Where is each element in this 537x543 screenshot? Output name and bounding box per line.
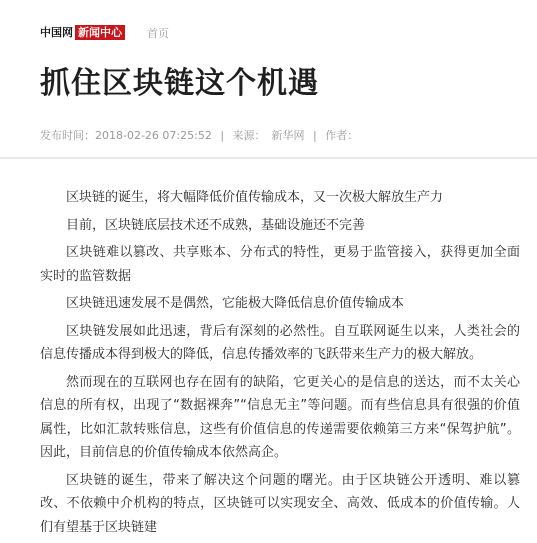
home-link[interactable]: 首页 — [147, 27, 169, 40]
article-paragraph: 区块链的诞生，带来了解决这个问题的曙光。由于区块链公开透明、难以篡改、不依赖中介机构的特点，区块链可以实现安全、高效、低成本的价值传输。人们有望基于区块链建 — [40, 472, 520, 535]
meta-separator: | — [220, 129, 225, 142]
article-paragraph: 区块链的诞生，将大幅降低价值传输成本，又一次极大解放生产力 — [66, 190, 444, 205]
article-body — [40, 186, 520, 543]
source-name: 新华网 — [271, 129, 305, 142]
meta-separator: | — [313, 129, 317, 142]
logo-main-text: 中国网 — [40, 26, 73, 39]
article-paragraph: 区块链迅速发展不是偶然，它能极大降低信息价值传输成本 — [66, 296, 405, 311]
article-paragraph: 区块链发展如此迅速，背后有深刻的必然性。自互联网诞生以来，人类社会的信息传播成本得到极大的降低，信息传播效率的飞跃带来生产力的极大解放。 — [40, 323, 520, 362]
publish-time: 2018-02-26 07:25:52 — [95, 129, 212, 142]
article-meta — [40, 127, 358, 143]
author-label: 作者： — [325, 129, 359, 142]
article-title: 抓住区块链这个机遇 — [40, 66, 319, 101]
top-bar — [0, 0, 537, 56]
logo-channel-badge: 新闻中心 — [75, 25, 125, 40]
article-paragraph: 目前，区块链底层技术还不成熟，基础设施还不完善 — [66, 217, 366, 233]
publish-label: 发布时间： — [40, 129, 95, 142]
article-paragraph: 区块链难以篡改、共享账本、分布式的特性，更易于监管接入，获得更加全面实时的监管数据 — [40, 245, 520, 284]
article-paragraph: 然而现在的互联网也存在固有的缺陷，它更关心的是信息的送达，而不太关心信息的所有权，出现了“数据裸奔”“信息无主”等问题。而有些信息具有很强的价值属性，比如汇款转账信息，这些有价值信息的传递需要依赖第三方来“保驾护航”。因此，目前信息的价值传输成本依然高企。 — [40, 374, 520, 460]
header-divider — [0, 157, 537, 159]
site-logo[interactable] — [40, 24, 125, 40]
source-label: 来源： — [232, 129, 266, 142]
